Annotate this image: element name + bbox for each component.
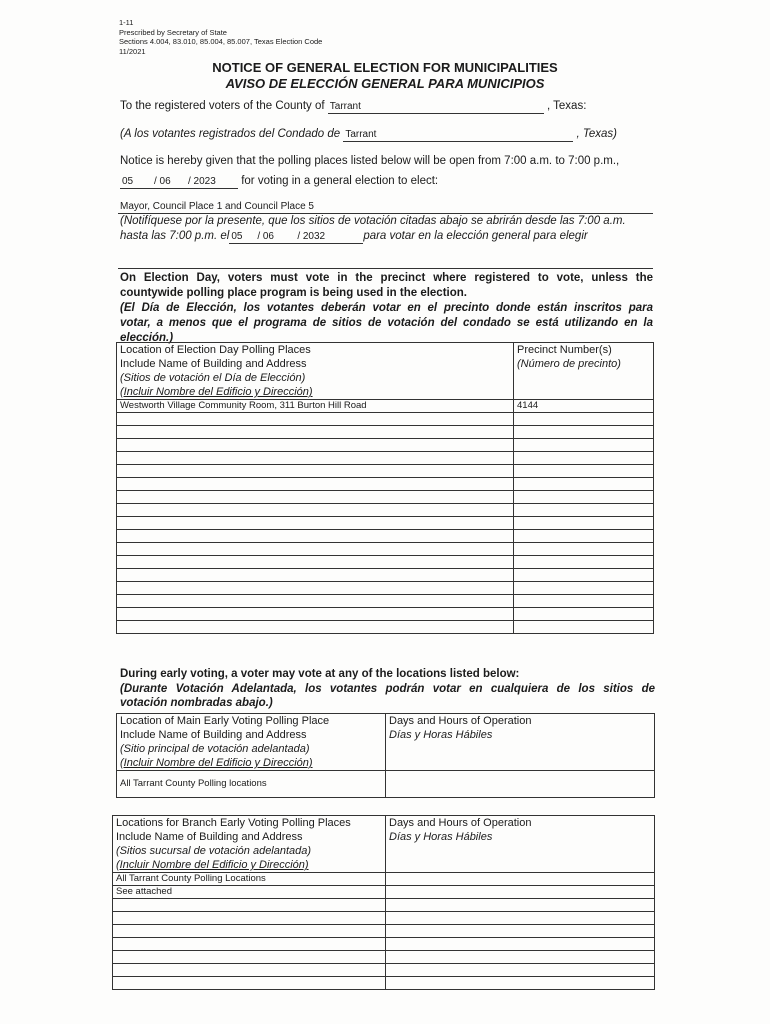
table-row bbox=[117, 530, 654, 543]
election-day-line2: countywide polling place program is being used in the election. bbox=[120, 287, 467, 299]
es-year[interactable]: / 2032 bbox=[295, 231, 363, 244]
location-cell[interactable] bbox=[117, 556, 514, 569]
branch-hours-cell[interactable] bbox=[386, 873, 655, 886]
branch-hours-header bbox=[386, 816, 655, 873]
table-row bbox=[117, 608, 654, 621]
precinct-cell[interactable] bbox=[514, 491, 654, 504]
table-row bbox=[117, 517, 654, 530]
branch-hours-cell[interactable] bbox=[386, 912, 655, 925]
table-header-row bbox=[117, 343, 654, 400]
county-suffix: , Texas: bbox=[546, 100, 587, 112]
es-day[interactable]: / 06 bbox=[255, 231, 295, 244]
table-row bbox=[117, 413, 654, 426]
branch-location-cell[interactable]: All Tarrant County Polling Locations bbox=[113, 873, 386, 886]
branch-location-cell[interactable] bbox=[113, 925, 386, 938]
location-cell[interactable] bbox=[117, 595, 514, 608]
table-row bbox=[117, 491, 654, 504]
table-row bbox=[117, 582, 654, 595]
branch-hours-cell[interactable] bbox=[386, 886, 655, 899]
precinct-cell[interactable] bbox=[514, 621, 654, 634]
branch-location-cell[interactable] bbox=[113, 899, 386, 912]
branch-location-cell[interactable] bbox=[113, 912, 386, 925]
branch-location-cell[interactable] bbox=[113, 951, 386, 964]
code-sections: Sections 4.004, 83.010, 85.004, 85.007, Texas Election Code bbox=[119, 37, 323, 46]
precinct-header-l1: Precinct Number(s) bbox=[517, 344, 612, 356]
table-row bbox=[117, 465, 654, 478]
precinct-cell[interactable] bbox=[514, 582, 654, 595]
branch-header-l2: Include Name of Building and Address bbox=[116, 831, 303, 843]
branch-header-l3: (Sitios sucursal de votación adelantada) bbox=[116, 845, 312, 857]
table-row bbox=[117, 452, 654, 465]
precinct-cell[interactable] bbox=[514, 504, 654, 517]
main-hours-l2: Días y Horas Hábiles bbox=[389, 729, 493, 741]
table-row bbox=[113, 938, 655, 951]
main-header-l1: Location of Main Early Voting Polling Place bbox=[120, 715, 330, 727]
branch-header-row bbox=[113, 816, 655, 873]
precinct-cell[interactable] bbox=[514, 452, 654, 465]
table-row bbox=[117, 504, 654, 517]
main-location-value[interactable]: All Tarrant County Polling locations bbox=[117, 771, 386, 798]
branch-hours-cell[interactable] bbox=[386, 899, 655, 912]
location-cell[interactable] bbox=[117, 452, 514, 465]
county-field-es[interactable]: Tarrant bbox=[343, 129, 573, 142]
main-hours-l1: Days and Hours of Operation bbox=[389, 715, 532, 727]
election-date-line bbox=[120, 174, 438, 189]
notice-text: Notice is hereby given that the polling places listed below will be open from 7:00 a.m. to 7:00 p.m., bbox=[120, 155, 620, 167]
offices-field[interactable]: Mayor, Council Place 1 and Council Place 5 bbox=[120, 201, 314, 212]
table-row bbox=[113, 899, 655, 912]
election-day[interactable]: / 06 bbox=[152, 176, 186, 189]
location-cell[interactable] bbox=[117, 543, 514, 556]
branch-hours-cell[interactable] bbox=[386, 951, 655, 964]
location-cell[interactable]: Westworth Village Community Room, 311 Burton Hill Road bbox=[117, 400, 514, 413]
main-header-row bbox=[117, 714, 655, 771]
branch-header-l1: Locations for Branch Early Voting Polling Places bbox=[116, 817, 351, 829]
notice-es-line2 bbox=[120, 229, 588, 244]
precinct-cell[interactable] bbox=[514, 569, 654, 582]
county-suffix-es: , Texas) bbox=[576, 128, 618, 140]
form-header bbox=[119, 18, 322, 56]
precinct-cell[interactable] bbox=[514, 608, 654, 621]
branch-hours-l2: Días y Horas Hábiles bbox=[389, 831, 493, 843]
table-row bbox=[117, 621, 654, 634]
branch-early-voting-table bbox=[112, 815, 655, 990]
election-year[interactable]: / 2023 bbox=[186, 176, 238, 189]
county-field[interactable]: Tarrant bbox=[328, 101, 544, 114]
main-value-row bbox=[117, 771, 655, 798]
election-day-table bbox=[116, 342, 654, 634]
precinct-cell[interactable] bbox=[514, 478, 654, 491]
location-cell[interactable] bbox=[117, 504, 514, 517]
form-number: 1-11 bbox=[119, 18, 134, 27]
early-voting-paragraph bbox=[120, 667, 655, 711]
branch-location-cell[interactable] bbox=[113, 977, 386, 990]
main-header-l4: (Incluir Nombre del Edificio y Dirección) bbox=[120, 757, 313, 769]
location-cell[interactable] bbox=[117, 621, 514, 634]
precinct-cell[interactable] bbox=[514, 426, 654, 439]
branch-location-cell[interactable]: See attached bbox=[113, 886, 386, 899]
main-early-voting-table bbox=[116, 713, 655, 798]
title-spanish: AVISO DE ELECCIÓN GENERAL PARA MUNICIPIOS bbox=[225, 76, 545, 91]
location-cell[interactable] bbox=[117, 608, 514, 621]
location-cell[interactable] bbox=[117, 569, 514, 582]
table-row bbox=[117, 426, 654, 439]
location-cell[interactable] bbox=[117, 491, 514, 504]
table-row bbox=[113, 912, 655, 925]
location-cell[interactable] bbox=[117, 426, 514, 439]
branch-location-header bbox=[113, 816, 386, 873]
location-cell[interactable] bbox=[117, 478, 514, 491]
election-day-es-line1: (El Día de Elección, los votantes deberán votar en el precinto donde están inscritos para bbox=[120, 302, 653, 314]
location-header-l3: (Sitios de votación el Día de Elección) bbox=[120, 372, 306, 384]
precinct-cell[interactable] bbox=[514, 595, 654, 608]
branch-hours-cell[interactable] bbox=[386, 938, 655, 951]
election-day-paragraph bbox=[120, 271, 653, 346]
location-cell[interactable] bbox=[117, 530, 514, 543]
election-day-es-line2: votar, a menos que el programa de sitios de votación del condado se está utilizando en la bbox=[120, 317, 653, 329]
location-header bbox=[117, 343, 514, 400]
branch-location-cell[interactable] bbox=[113, 938, 386, 951]
table-row bbox=[117, 400, 654, 413]
title-english: NOTICE OF GENERAL ELECTION FOR MUNICIPALITIES bbox=[212, 60, 558, 75]
table-row bbox=[117, 569, 654, 582]
table-row bbox=[113, 925, 655, 938]
notice-es-suffix: para votar en la elección general para elegir bbox=[363, 230, 588, 242]
branch-hours-cell[interactable] bbox=[386, 925, 655, 938]
es-month[interactable]: 05 bbox=[229, 231, 255, 244]
election-month[interactable]: 05 bbox=[120, 176, 152, 189]
location-cell[interactable] bbox=[117, 517, 514, 530]
county-line-es bbox=[120, 127, 617, 142]
location-cell[interactable] bbox=[117, 582, 514, 595]
main-hours-header bbox=[386, 714, 655, 771]
form-date: 11/2021 bbox=[119, 46, 146, 56]
precinct-cell[interactable] bbox=[514, 543, 654, 556]
branch-location-cell[interactable] bbox=[113, 964, 386, 977]
table-row bbox=[117, 556, 654, 569]
prescribed-by: Prescribed by Secretary of State bbox=[119, 27, 227, 37]
county-line bbox=[120, 99, 586, 114]
table-row bbox=[113, 977, 655, 990]
county-prefix: To the registered voters of the County of bbox=[120, 100, 325, 112]
main-location-header bbox=[117, 714, 386, 771]
branch-hours-cell[interactable] bbox=[386, 964, 655, 977]
election-day-line1: On Election Day, voters must vote in the precinct where registered to vote, unless the bbox=[120, 272, 653, 284]
precinct-cell[interactable] bbox=[514, 517, 654, 530]
date-suffix: for voting in a general election to elect: bbox=[241, 175, 439, 187]
main-header-l3: (Sitio principal de votación adelantada) bbox=[120, 743, 310, 755]
main-header-l2: Include Name of Building and Address bbox=[120, 729, 307, 741]
location-header-l4: (Incluir Nombre del Edificio y Dirección) bbox=[120, 386, 313, 398]
table-row bbox=[113, 886, 655, 899]
table-row bbox=[117, 543, 654, 556]
branch-hours-cell[interactable] bbox=[386, 977, 655, 990]
county-prefix-es: (A los votantes registrados del Condado de bbox=[120, 128, 341, 140]
precinct-cell[interactable] bbox=[514, 530, 654, 543]
early-voting-es-line2: votación nombradas abajo.) bbox=[120, 697, 273, 709]
branch-header-l4: (Incluir Nombre del Edificio y Dirección) bbox=[116, 859, 309, 871]
table-row bbox=[117, 595, 654, 608]
notice-es-prefix: hasta las 7:00 p.m. el bbox=[120, 230, 230, 242]
table-row bbox=[117, 439, 654, 452]
branch-hours-l1: Days and Hours of Operation bbox=[389, 817, 532, 829]
precinct-cell[interactable] bbox=[514, 439, 654, 452]
precinct-cell[interactable] bbox=[514, 413, 654, 426]
precinct-cell[interactable]: 4144 bbox=[514, 400, 654, 413]
section-divider bbox=[118, 268, 653, 269]
location-cell[interactable] bbox=[117, 413, 514, 426]
table-row bbox=[113, 951, 655, 964]
table-row bbox=[113, 873, 655, 886]
election-day-es-line3: elección.) bbox=[120, 332, 174, 344]
early-voting-es-line1: (Durante Votación Adelantada, los votantes podrán votar en cualquiera de los sitios de bbox=[120, 682, 655, 695]
precinct-cell[interactable] bbox=[514, 465, 654, 478]
precinct-header bbox=[514, 343, 654, 400]
table-row bbox=[113, 964, 655, 977]
notice-es-line1: (Notifíquese por la presente, que los sitios de votación citadas abajo se abrirán desde las 7:00 a.m. bbox=[120, 215, 626, 227]
precinct-header-l2: (Número de precinto) bbox=[517, 358, 621, 370]
location-cell[interactable] bbox=[117, 465, 514, 478]
table-row bbox=[117, 478, 654, 491]
precinct-cell[interactable] bbox=[514, 556, 654, 569]
location-header-l1: Location of Election Day Polling Places bbox=[120, 344, 311, 356]
early-voting-line1: During early voting, a voter may vote at any of the locations listed below: bbox=[120, 668, 520, 680]
location-cell[interactable] bbox=[117, 439, 514, 452]
main-hours-value[interactable] bbox=[386, 771, 655, 798]
location-header-l2: Include Name of Building and Address bbox=[120, 358, 307, 370]
